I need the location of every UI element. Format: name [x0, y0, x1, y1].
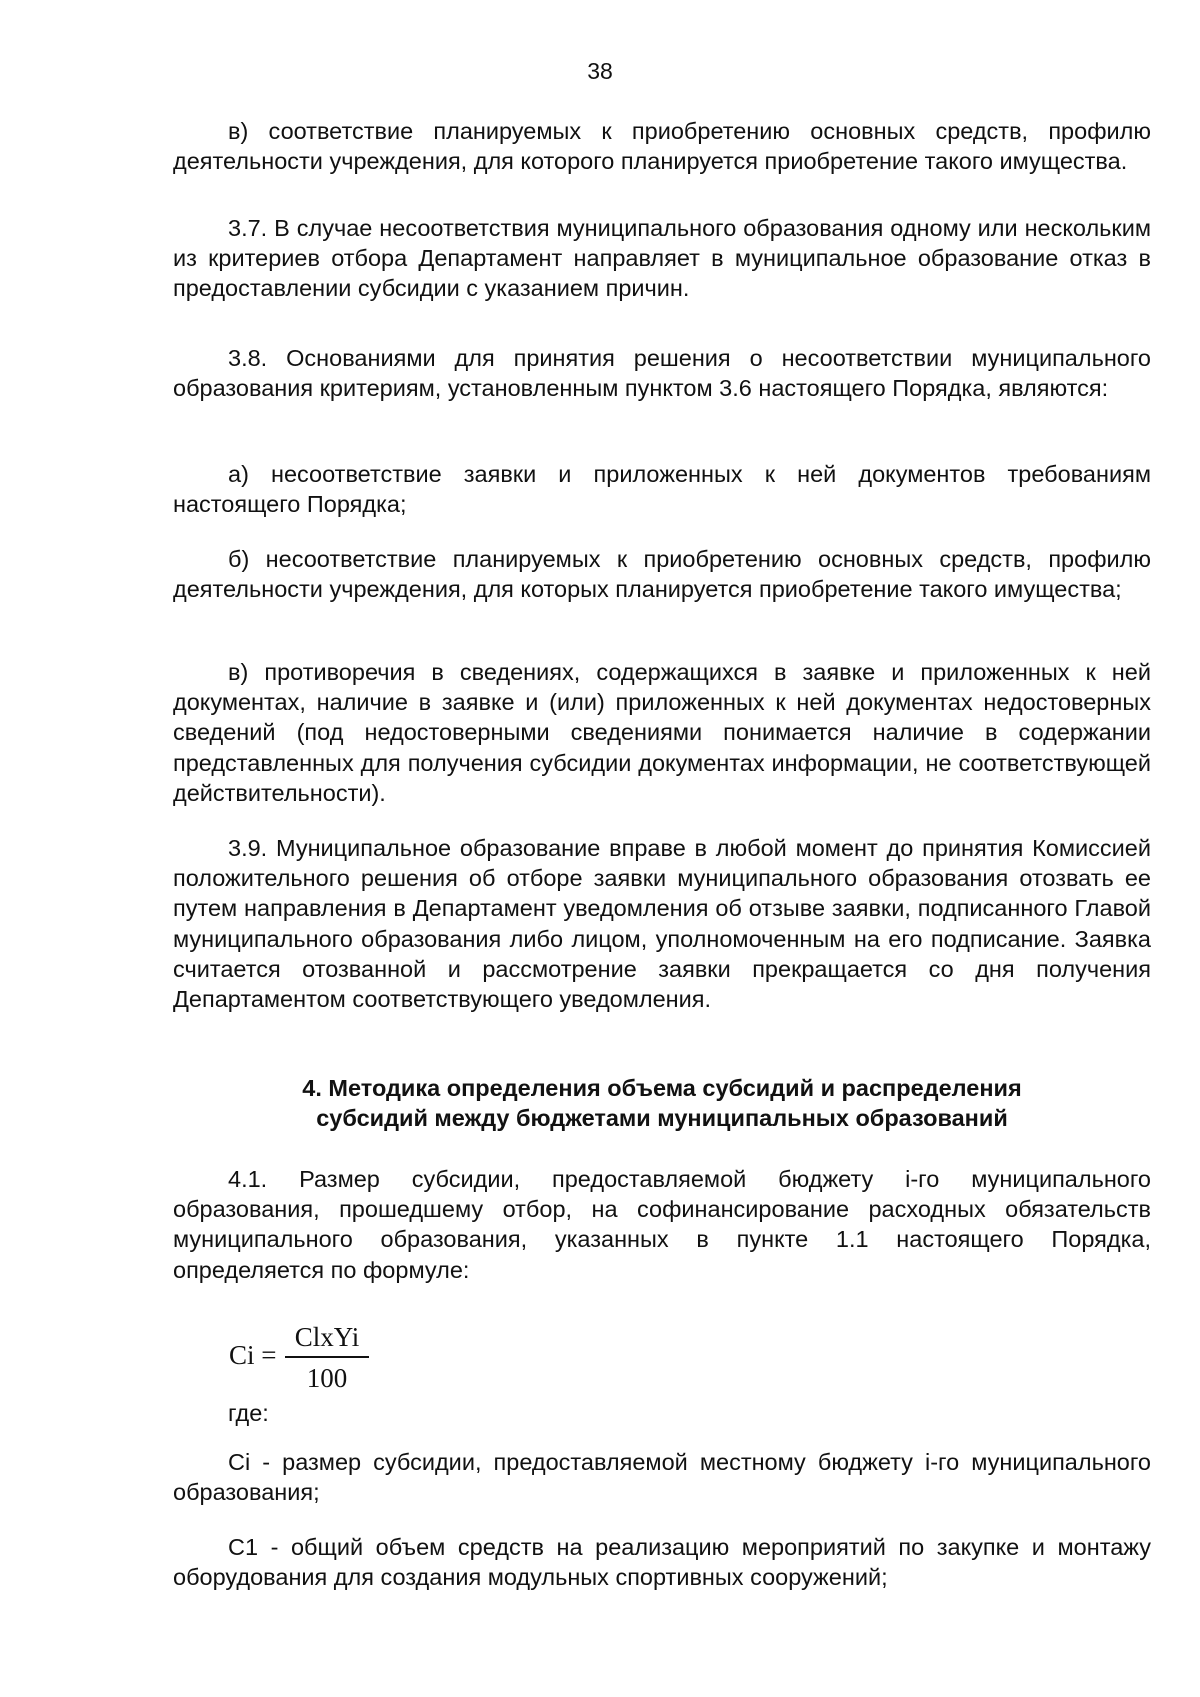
formula-fraction [285, 1320, 369, 1395]
formula-lhs: Ci = [229, 1340, 277, 1370]
paragraph-4-1: 4.1. Размер субсидии, предоставляемой бюджету i-го муниципального образования, прошедшему отбор, на софинансирование расходных обязательств муниципального образования, указанных в пункте 1.1 настоящего Порядка, определяется по формуле: [173, 1166, 1151, 1283]
formula-denominator: 100 [306, 1363, 348, 1393]
paragraph-3-6-v: в) соответствие планируемых к приобретению основных средств, профилю деятельности учреждения, для которого планируется приобретение такого имущества. [173, 118, 1151, 175]
definition-c1: С1 - общий объем средств на реализацию мероприятий по закупке и монтажу оборудования для создания модульных спортивных сооружений; [173, 1534, 1151, 1591]
fraction-bar [285, 1356, 369, 1358]
paragraph-3-8-b: б) несоответствие планируемых к приобретению основных средств, профилю деятельности учреждения, для которых планируется приобретение такого имущества; [173, 546, 1151, 603]
page-number: 38 [587, 58, 613, 84]
heading-line-2: субсидий между бюджетами муниципальных образований [316, 1105, 1008, 1132]
paragraph-3-8-a: а) несоответствие заявки и приложенных к ней документов требованиям настоящего Порядка; [173, 461, 1151, 518]
formula-numerator: ClxYi [294, 1322, 360, 1352]
paragraph-3-7: 3.7. В случае несоответствия муниципального образования одному или нескольким из критериев отбора Департамент направляет в муниципальное образование отказ в предоставлении субсидии с указанием причин. [173, 215, 1151, 302]
paragraph-3-8-v: в) противоречия в сведениях, содержащихся в заявке и приложенных к ней документах, наличие в заявке и (или) приложенных к ней документах недостоверных сведений (под недостоверными сведениями понимается наличие в содержании представленных для получения субсидии документах информации, не соответствующей действительности). [173, 659, 1151, 806]
heading-line-1: 4. Методика определения объема субсидий и распределения [302, 1075, 1022, 1101]
where-label: где: [228, 1400, 269, 1426]
paragraph-3-8: 3.8. Основаниями для принятия решения о несоответствии муниципального образования критериям, установленным пунктом 3.6 настоящего Порядка, являются: [173, 345, 1151, 402]
section-4-heading [173, 1073, 1151, 1133]
paragraph-3-9: 3.9. Муниципальное образование вправе в любой момент до принятия Комиссией положительного решения об отборе заявки муниципального образования отозвать ее путем направления в Департамент уведомления об отзыве заявки, подписанного Главой муниципального образования либо лицом, уполномоченным на его подписание. Заявка считается отозванной и рассмотрение заявки прекращается со дня получения Департаментом соответствующего уведомления. [173, 835, 1151, 1013]
definition-ci: Ci - размер субсидии, предоставляемой местному бюджету i-го муниципального образования; [173, 1449, 1151, 1506]
